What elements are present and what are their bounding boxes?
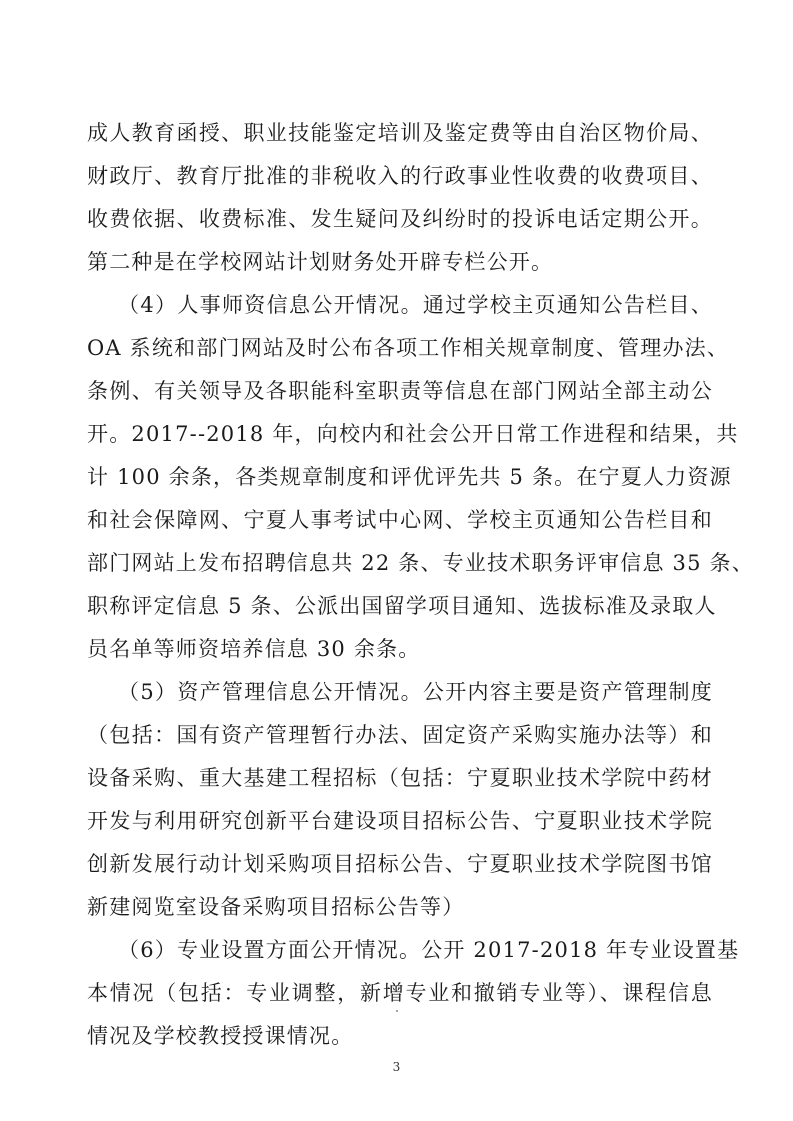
- text-line: 第二种是在学校网站计划财务处开辟专栏公开。: [87, 250, 554, 274]
- text-line: 收费依据、收费标准、发生疑问及纠纷时的投诉电话定期公开。: [87, 207, 713, 231]
- text-line: OA 系统和部门网站及时公布各项工作相关规章制度、管理办法、: [87, 336, 730, 360]
- page-number: 3: [392, 1060, 401, 1074]
- text-line: 条例、有关领导及各职能科室职责等信息在部门网站全部主动公: [87, 379, 713, 403]
- paragraph-heading-4: （4）人事师资信息公开情况。通过学校主页通知公告栏目、: [118, 293, 713, 317]
- text-line: 情况及学校教授授课情况。: [87, 1024, 354, 1048]
- text-line: 部门网站上发布招聘信息共 22 条、专业技术职务评审信息 35 条、: [87, 551, 754, 575]
- scan-speck: [396, 1010, 398, 1012]
- text-line: 开。2017--2018 年，向校内和社会公开日常工作进程和结果，共: [87, 422, 739, 446]
- paragraph-heading-6: （6）专业设置方面公开情况。公开 2017-2018 年专业设置基: [118, 938, 740, 962]
- text-line: 本情况（包括：专业调整，新增专业和撤销专业等）、课程信息: [87, 981, 713, 1005]
- text-line: 职称评定信息 5 条、公派出国留学项目通知、选拔标准及录取人: [87, 594, 717, 618]
- text-line: 设备采购、重大基建工程招标（包括：宁夏职业技术学院中药材: [87, 766, 713, 790]
- text-line: 成人教育函授、职业技能鉴定培训及鉴定费等由自治区物价局、: [87, 121, 713, 145]
- text-line: 和社会保障网、宁夏人事考试中心网、学校主页通知公告栏目和: [87, 508, 713, 532]
- text-line: 财政厅、教育厅批准的非税收入的行政事业性收费的收费项目、: [87, 164, 713, 188]
- text-line: 开发与利用研究创新平台建设项目招标公告、宁夏职业技术学院: [87, 809, 713, 833]
- text-line: 创新发展行动计划采购项目招标公告、宁夏职业技术学院图书馆: [87, 852, 713, 876]
- text-line: 计 100 余条，各类规章制度和评优评先共 5 条。在宁夏人力资源: [87, 465, 732, 489]
- text-line: 新建阅览室设备采购项目招标公告等）: [87, 895, 465, 919]
- paragraph-heading-5: （5）资产管理信息公开情况。公开内容主要是资产管理制度: [118, 680, 713, 704]
- text-line: 员名单等师资培养信息 30 余条。: [87, 637, 421, 661]
- text-line: （包括：国有资产管理暂行办法、固定资产采购实施办法等）和: [87, 723, 713, 747]
